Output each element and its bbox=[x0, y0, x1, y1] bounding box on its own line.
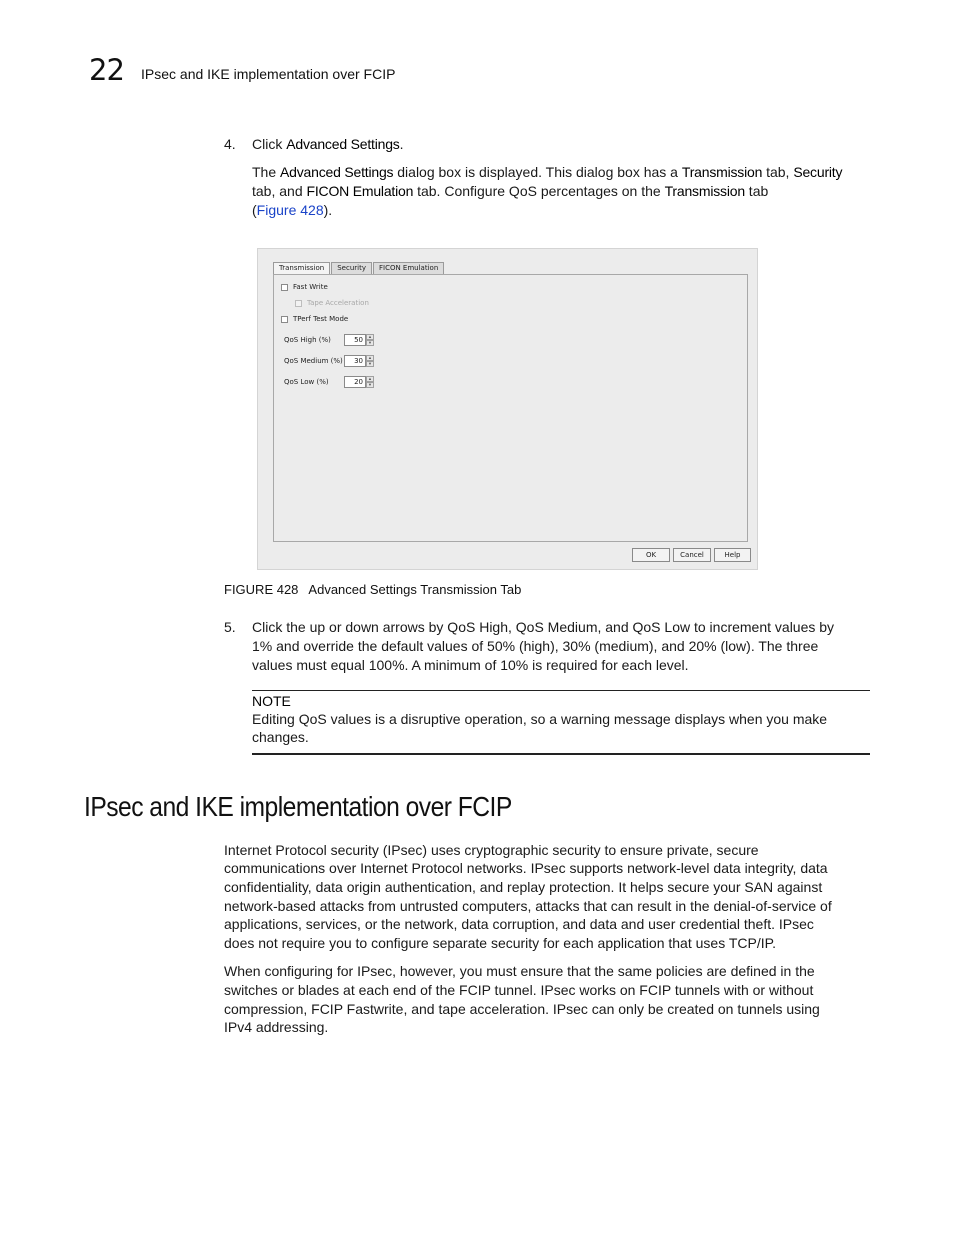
note-top-rule bbox=[252, 690, 870, 691]
advanced-settings-dialog-screenshot bbox=[257, 248, 758, 570]
qos-medium-down-arrow-icon[interactable]: ▼ bbox=[366, 361, 374, 367]
step-5-line-2: 1% and override the default values of 50% (high), 30% (medium), and 20% (low). The three bbox=[252, 638, 819, 654]
tape-acceleration-row bbox=[295, 299, 369, 307]
step-5-line-3: values must equal 100%. A minimum of 10% is required for each level. bbox=[252, 657, 689, 673]
step-4-description-line-1 bbox=[252, 163, 842, 182]
fast-write-row[interactable] bbox=[281, 283, 328, 291]
desc-bold: Transmission bbox=[681, 164, 763, 180]
step-5-number: 5. bbox=[224, 619, 236, 635]
section-p1-line-6: does not require you to configure separate security for each application that uses TCP/IP. bbox=[224, 935, 777, 951]
section-p2-line-3: compression, FCIP Fastwrite, and tape acceleration. IPsec can only be created on tunnels using bbox=[224, 1001, 820, 1017]
qos-medium-value[interactable]: 30 bbox=[344, 355, 366, 367]
qos-low-value[interactable]: 20 bbox=[344, 376, 366, 388]
note-bottom-rule bbox=[252, 753, 870, 755]
figure-number: FIGURE 428 bbox=[224, 582, 299, 597]
step-5-line-1: Click the up or down arrows by QoS High, QoS Medium, and QoS Low to increment values by bbox=[252, 619, 835, 635]
desc-text: tab. Configure QoS percentages on the bbox=[413, 183, 665, 199]
qos-low-down-arrow-icon[interactable]: ▼ bbox=[366, 382, 374, 388]
step-4-bold: Advanced Settings bbox=[286, 136, 400, 152]
qos-high-down-arrow-icon[interactable]: ▼ bbox=[366, 340, 374, 346]
figure-caption bbox=[224, 581, 521, 599]
desc-text: The bbox=[252, 164, 281, 180]
tperf-test-mode-checkbox[interactable] bbox=[281, 316, 288, 323]
figure-428-link[interactable]: Figure 428 bbox=[256, 202, 324, 218]
tperf-test-mode-row[interactable] bbox=[281, 315, 348, 323]
qos-high-value[interactable]: 50 bbox=[344, 334, 366, 346]
fast-write-label: Fast Write bbox=[293, 283, 328, 291]
desc-bold: Security bbox=[793, 164, 843, 180]
desc-text: tab bbox=[744, 183, 769, 199]
section-p2-line-4: IPv4 addressing. bbox=[224, 1019, 329, 1035]
step-4-post: . bbox=[399, 136, 404, 152]
dialog-tabs bbox=[273, 262, 445, 274]
step-4-pre: Click bbox=[252, 136, 287, 152]
desc-text: tab, bbox=[762, 164, 794, 180]
desc-text: ( bbox=[252, 202, 257, 218]
tab-transmission[interactable]: Transmission bbox=[273, 262, 330, 275]
desc-bold: Advanced Settings bbox=[280, 164, 394, 180]
step-4-description-line-3 bbox=[252, 201, 332, 220]
desc-bold: Transmission bbox=[664, 183, 745, 199]
qos-low-up-arrow-icon[interactable]: ▲ bbox=[366, 376, 374, 382]
desc-text: ). bbox=[323, 202, 333, 218]
qos-medium-spinner[interactable] bbox=[344, 355, 374, 367]
qos-medium-label: QoS Medium (%) bbox=[284, 357, 343, 365]
qos-medium-up-arrow-icon[interactable]: ▲ bbox=[366, 355, 374, 361]
section-p2-line-2: switches or blades at each end of the FCIP tunnel. IPsec works on FCIP tunnels with or without bbox=[224, 982, 814, 998]
section-title: IPsec and IKE implementation over FCIP bbox=[84, 791, 512, 822]
cancel-button[interactable]: Cancel bbox=[673, 548, 711, 562]
ok-button[interactable]: OK bbox=[632, 548, 670, 562]
step-4-text bbox=[252, 135, 403, 154]
fast-write-checkbox[interactable] bbox=[281, 284, 288, 291]
section-p1-line-4: network-based attacks from untrusted computers, attacks that can result in the denial-of-service of bbox=[224, 898, 832, 914]
figure-name: Advanced Settings Transmission Tab bbox=[308, 582, 522, 597]
qos-high-up-arrow-icon[interactable]: ▲ bbox=[366, 334, 374, 340]
note-line-2: changes. bbox=[252, 729, 309, 745]
note-line-1: Editing QoS values is a disruptive operation, so a warning message displays when you make bbox=[252, 711, 828, 727]
section-p1-line-2: communications over Internet Protocol networks. IPsec supports network-level data integrity, data bbox=[224, 860, 828, 876]
chapter-title: IPsec and IKE implementation over FCIP bbox=[141, 66, 396, 82]
section-p1-line-1: Internet Protocol security (IPsec) uses cryptographic security to ensure private, secure bbox=[224, 842, 759, 858]
qos-high-label: QoS High (%) bbox=[284, 336, 331, 344]
tab-security[interactable]: Security bbox=[331, 262, 372, 274]
transmission-panel bbox=[273, 274, 748, 542]
desc-bold: FICON Emulation bbox=[306, 183, 414, 199]
qos-low-label: QoS Low (%) bbox=[284, 378, 329, 386]
section-p1-line-3: confidentiality, data origin authentication, and replay protection. It helps secure your SAN against bbox=[224, 879, 823, 895]
desc-text: dialog box is displayed. This dialog box has a bbox=[393, 164, 682, 180]
note-title: NOTE bbox=[252, 693, 291, 709]
chapter-number: 22 bbox=[89, 53, 124, 87]
desc-text: tab, and bbox=[252, 183, 307, 199]
step-4-description-line-2 bbox=[252, 182, 768, 201]
tperf-test-mode-label: TPerf Test Mode bbox=[293, 315, 349, 323]
help-button[interactable]: Help bbox=[714, 548, 751, 562]
qos-high-spinner[interactable] bbox=[344, 334, 374, 346]
qos-low-spinner[interactable] bbox=[344, 376, 374, 388]
tab-ficon-emulation[interactable]: FICON Emulation bbox=[373, 262, 444, 274]
step-4-number: 4. bbox=[224, 136, 236, 152]
section-p1-line-5: applications, services, or the network, data corruption, and data and user credential theft. IPsec bbox=[224, 916, 814, 932]
tape-acceleration-label: Tape Acceleration bbox=[307, 299, 369, 307]
tape-acceleration-checkbox bbox=[295, 300, 302, 307]
section-p2-line-1: When configuring for IPsec, however, you must ensure that the same policies are defined in the bbox=[224, 963, 815, 979]
